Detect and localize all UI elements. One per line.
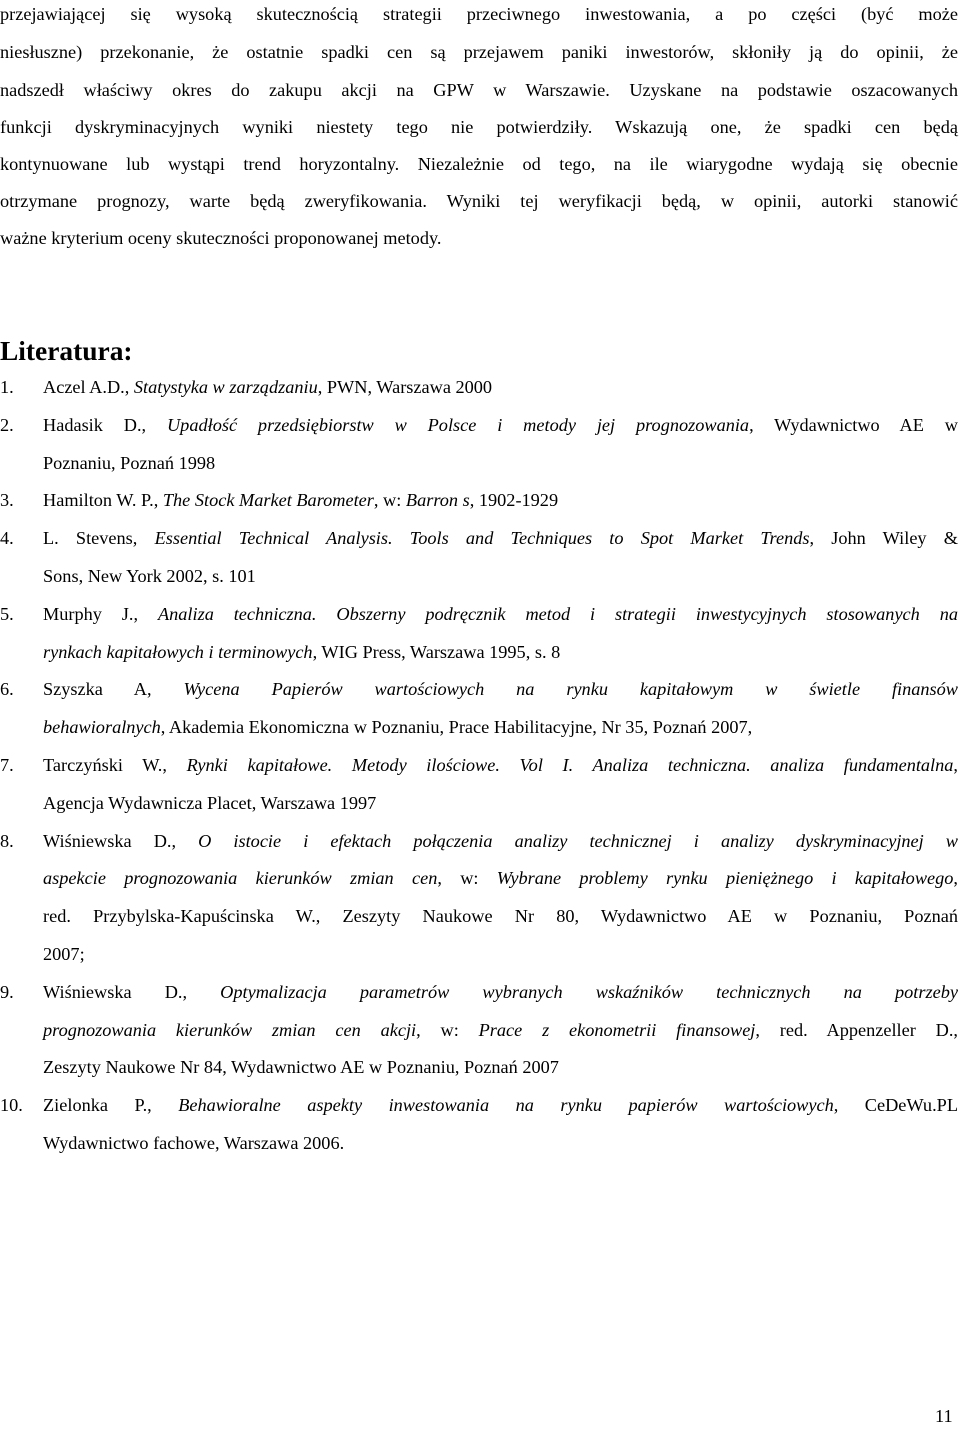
reference-text: Tarczyński W.,: [43, 755, 187, 775]
reference-line: [43, 943, 958, 965]
reference-number: 4.: [0, 528, 14, 549]
reference-line: [43, 1019, 958, 1041]
reference-text: Wiśniewska D.,: [43, 830, 199, 851]
reference-title-text: Analiza techniczna. Obszerny podręcznik metod i strategii inwestycyjnych stosowanych na: [157, 603, 958, 624]
body-line: ważne kryterium oceny skuteczności proponowanej metody.: [0, 228, 442, 248]
reference-title-text: Wycena Papierów wartościowych na rynku kapitałowym w świetle finansów: [183, 679, 958, 700]
reference-title-text: Optymalizacja parametrów wybranych wskaźników technicznych na potrzeby: [220, 981, 958, 1002]
reference-text: Murphy J.,: [43, 603, 158, 624]
reference-text: Szyszka A,: [43, 679, 184, 700]
reference-text: Sons, New York 2002, s. 101: [43, 566, 256, 586]
reference-text: , 1902-1929: [469, 490, 559, 511]
reference-text: Hadasik D.,: [43, 414, 167, 435]
reference-title-text: behawioralnych: [43, 717, 161, 738]
reference-title-text: Statystyka w zarządzaniu: [133, 377, 318, 397]
reference-text: Wiśniewska D.,: [43, 981, 221, 1002]
reference-line: [43, 641, 958, 663]
reference-line: [43, 716, 958, 738]
reference-text: ,: [953, 868, 958, 889]
reference-line: [43, 981, 958, 1003]
reference-text: 2007;: [43, 944, 85, 964]
reference-title-text: prognozowania kierunków zmian cen akcji: [43, 1019, 417, 1040]
reference-line: [43, 867, 958, 889]
reference-text: Zielonka P.,: [43, 1095, 179, 1116]
reference-title-text: Upadłość przedsiębiorstw w Polsce i metody jej prognozowania: [166, 414, 750, 435]
reference-line: [43, 603, 958, 625]
reference-number: 5.: [0, 603, 14, 624]
reference-number: 3.: [0, 490, 14, 511]
reference-text: , w:: [373, 490, 406, 511]
reference-title-text: rynkach kapitałowych i terminowych: [43, 641, 313, 662]
body-line: funkcji dyskryminacyjnych wyniki niestety tego nie potwierdziły. Wskazują one, że spadki cen będą: [0, 117, 958, 137]
reference-line: [43, 905, 958, 927]
reference-text: Aczel A.D.,: [43, 377, 134, 397]
reference-text: L. Stevens,: [43, 528, 155, 549]
reference-title-text: O istocie i efektach połączenia analizy technicznej i analizy dyskryminacyjnej w: [198, 830, 959, 851]
body-line: niesłuszne) przekonanie, że ostatnie spadki cen są przejawem paniki inwestorów, skłoniły ją do opinii, że: [0, 42, 958, 62]
reference-text: , CeDeWu.PL: [833, 1095, 958, 1116]
reference-line: [43, 792, 958, 814]
reference-number: 1.: [0, 377, 14, 397]
reference-text: , WIG Press, Warszawa 1995, s. 8: [312, 641, 561, 662]
reference-number: 9.: [0, 981, 14, 1002]
reference-line: [43, 414, 958, 436]
reference-line: [43, 527, 958, 549]
reference-text: Wydawnictwo fachowe, Warszawa 2006.: [43, 1133, 345, 1153]
reference-line: [43, 1094, 958, 1116]
reference-line: [43, 489, 958, 511]
body-line: przejawiającej się wysoką skutecznością strategii przeciwnego inwestowania, a po części (być może: [0, 4, 958, 24]
reference-text: , Wydawnictwo AE w: [749, 414, 958, 435]
reference-line: [43, 830, 958, 852]
reference-number: 8.: [0, 830, 14, 851]
reference-title-text: Behawioralne aspekty inwestowania na rynku papierów wartościowych: [178, 1095, 834, 1116]
references-heading: Literatura:: [0, 336, 133, 366]
reference-text: , w:: [437, 868, 497, 889]
reference-text: red. Przybylska-Kapuścinska W., Zeszyty Naukowe Nr 80, Wydawnictwo AE w Poznaniu, Poznań: [43, 906, 958, 927]
reference-title-text: The Stock Market Barometer: [162, 490, 374, 511]
reference-text: Zeszyty Naukowe Nr 84, Wydawnictwo AE w Poznaniu, Poznań 2007: [43, 1057, 559, 1078]
reference-text: ,: [953, 755, 958, 775]
reference-line: [43, 452, 958, 474]
reference-text: , PWN, Warszawa 2000: [317, 377, 493, 397]
reference-line: [43, 376, 958, 398]
body-line: nadszedł właściwy okres do zakupu akcji na GPW w Warszawie. Uzyskane na podstawie oszacowanych: [0, 80, 958, 100]
reference-number: 10.: [0, 1095, 23, 1116]
reference-text: , w:: [416, 1019, 479, 1040]
reference-title-text: Essential Technical Analysis. Tools and Techniques to Spot Market Trends: [154, 528, 810, 549]
reference-text: , Akademia Ekonomiczna w Poznaniu, Prace Habilitacyjne, Nr 35, Poznań 2007,: [160, 717, 753, 738]
reference-number: 7.: [0, 755, 14, 775]
reference-text: Poznaniu, Poznań 1998: [43, 452, 216, 473]
reference-title-text: Prace z ekonometrii finansowej: [478, 1019, 756, 1040]
reference-title-text: Barron s: [405, 490, 470, 511]
reference-title-text: aspekcie prognozowania kierunków zmian cen: [43, 868, 438, 889]
reference-number: 6.: [0, 679, 14, 700]
reference-line: [43, 565, 958, 587]
reference-line: [43, 1056, 958, 1078]
reference-title-text: Rynki kapitałowe. Metody ilościowe. Vol I. Analiza techniczna. analiza fundamentalna: [186, 755, 954, 775]
reference-text: Agencja Wydawnicza Placet, Warszawa 1997: [43, 792, 377, 813]
reference-text: Hamilton W. P.,: [43, 490, 163, 511]
reference-line: [43, 754, 958, 776]
reference-line: [43, 1132, 958, 1154]
body-line: otrzymane prognozy, warte będą zweryfikowania. Wyniki tej weryfikacji będą, w opinii, autorki stanowić: [0, 191, 958, 211]
reference-number: 2.: [0, 414, 14, 435]
reference-text: , red. Appenzeller D.,: [755, 1019, 959, 1040]
reference-text: , John Wiley &: [809, 528, 958, 549]
page-number: 11: [935, 1406, 953, 1426]
reference-line: [43, 678, 958, 700]
body-line: kontynuowane lub wystąpi trend horyzontalny. Niezależnie od tego, na ile wiarygodne wydają się obecnie: [0, 154, 958, 174]
reference-title-text: Wybrane problemy rynku pieniężnego i kapitałowego: [496, 868, 954, 889]
